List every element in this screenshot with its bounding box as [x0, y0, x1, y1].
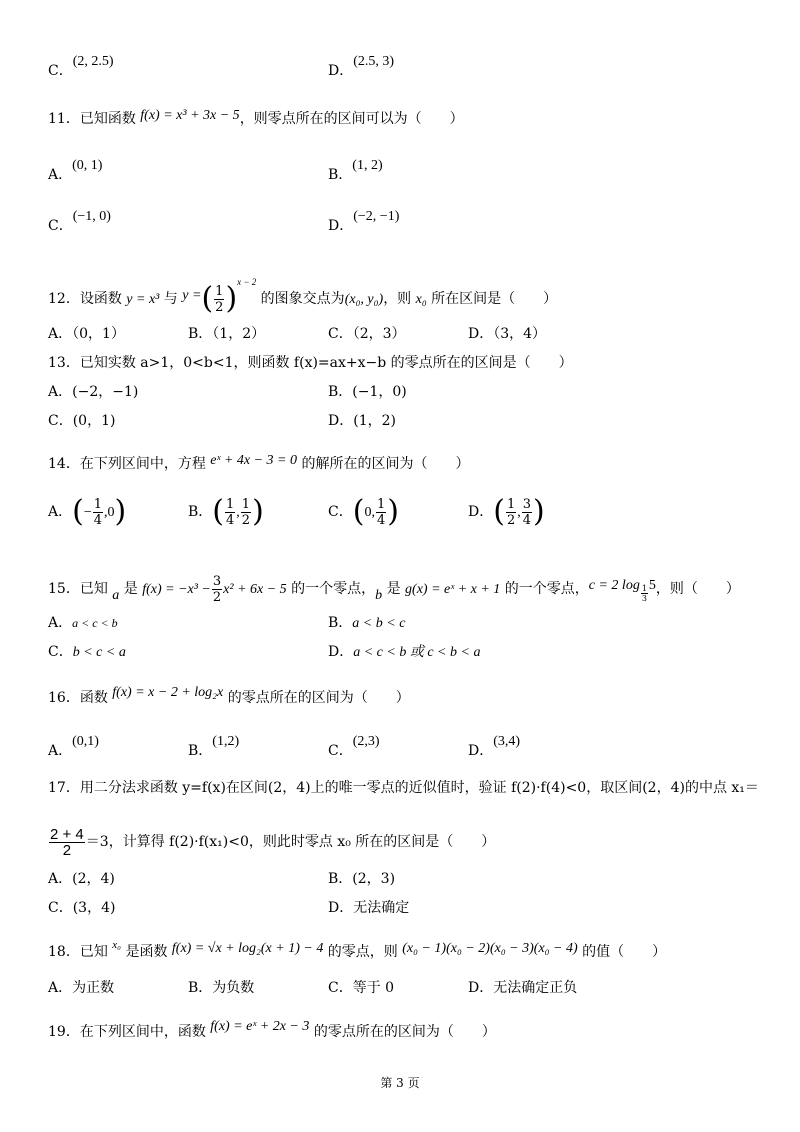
q11-option-a[interactable]: A．(0, 1)	[48, 158, 103, 183]
q13-option-c[interactable]: C．(0，1)	[48, 413, 116, 429]
q14-option-a[interactable]: A．(− $\frac{1}{4}$ ,0)	[48, 494, 127, 529]
q14-option-c[interactable]: C．(0, $\frac{1}{4}$ )	[328, 494, 399, 529]
q18-option-a[interactable]: A．为正数	[48, 980, 115, 996]
q15-option-b[interactable]: B．a < b < c	[328, 615, 406, 631]
q12-option-c[interactable]: C．（2，3）	[328, 326, 406, 342]
q15-option-c[interactable]: C．b < c < a	[48, 644, 126, 660]
q13-stem: 13．已知实数 a>1，0<b<1，则函数 f(x)=ax+x−b 的零点所在的区间是（ ）	[48, 355, 573, 371]
q14-option-b[interactable]: B．( $\frac{1}{4}$ , $\frac{1}{2}$ )	[188, 494, 264, 529]
q12-stem: 12．设函数 y = x³ 与 y =( $\frac{1}{2}$ )$^{x - 2}$ 的图象交点为(x₀, y₀)，则 x₀ 所在区间是（ ）	[48, 277, 558, 316]
q11-stem: 11．已知函数 f(x) = x³ + 3x − 5，则零点所在的区间可以为（ ）	[48, 108, 464, 127]
q10-option-d[interactable]: D．(2.5, 3)	[328, 54, 395, 79]
q11-option-b[interactable]: B．(1, 2)	[328, 158, 383, 183]
q14-option-d[interactable]: D．( $\frac{1}{2}$ , $\frac{3}{4}$ )	[468, 494, 545, 529]
q16-option-c[interactable]: C．(2,3)	[328, 734, 380, 759]
q17-option-a[interactable]: A．(2，4)	[48, 871, 115, 887]
q13-option-b[interactable]: B．(−1，0)	[328, 384, 407, 400]
q13-option-a[interactable]: A．(−2，−1)	[48, 384, 139, 400]
q15-stem: 15．已知 a 是 f(x) = −x³ − $\frac{3}{2}$ x² + 6x − 5 的一个零点，b 是 g(x) = eˣ + x + 1 的一个零点，c = 2 log $\frac{1}{3}$ 5，则（ ）	[48, 573, 740, 605]
q17-option-b[interactable]: B．(2，3)	[328, 871, 396, 887]
q14-stem: 14．在下列区间中，方程 eˣ + 4x − 3 = 0 的解所在的区间为（ ）	[48, 453, 470, 472]
q10-option-c[interactable]: C．(2, 2.5)	[48, 54, 114, 79]
q18-option-b[interactable]: B．为负数	[188, 980, 255, 996]
q11-option-d[interactable]: D．(−2, −1)	[328, 209, 400, 234]
q17-option-d[interactable]: D．无法确定	[328, 900, 410, 916]
q17-option-c[interactable]: C．(3，4)	[48, 900, 116, 916]
q15-option-a[interactable]: A．a < c < b	[48, 615, 118, 631]
q19-stem: 19．在下列区间中，函数 f(x) = eˣ + 2x − 3 的零点所在的区间为（ ）	[48, 1019, 496, 1040]
q13-option-d[interactable]: D．(1，2)	[328, 413, 396, 429]
q11-option-c[interactable]: C．(−1, 0)	[48, 209, 111, 234]
q16-option-d[interactable]: D．(3,4)	[468, 734, 521, 759]
page-number: 第 3 页	[380, 1076, 420, 1090]
q18-stem: 18．已知 $^{x_0}$ 是函数 f(x) = √x + log₂(x + 1) − 4 的零点，则 (x₀ − 1)(x₀ − 2)(x₀ − 3)(x₀ − 4) 的值（ ）	[48, 939, 667, 960]
q17-stem-line1: 17．用二分法求函数 y=f(x)在区间(2，4)上的唯一零点的近似值时，验证 f(2)·f(4)<0，取区间(2，4)的中点 x₁＝	[48, 780, 759, 796]
q12-option-a[interactable]: A．（0，1）	[48, 326, 125, 342]
q12-option-b[interactable]: B．（1，2）	[188, 326, 266, 342]
q16-option-b[interactable]: B．(1,2)	[188, 734, 240, 759]
q16-option-a[interactable]: A．(0,1)	[48, 734, 99, 759]
q18-option-d[interactable]: D．无法确定正负	[468, 980, 578, 996]
q12-option-d[interactable]: D．（3，4）	[468, 326, 547, 342]
q12-fraction: $\frac{1}{2}$	[215, 283, 224, 315]
q15-option-d[interactable]: D．a < c < b 或 c < b < a	[328, 644, 481, 660]
q18-option-c[interactable]: C．等于 0	[328, 980, 395, 996]
q17-stem-line2: $\frac{2 + 4}{2}$ ＝3，计算得 f(2)·f(x₁)<0，则此时零点 x₀ 所在的区间是（ ）	[50, 825, 496, 859]
q16-stem: 16．函数 f(x) = x − 2 + log₂x 的零点所在的区间为（ ）	[48, 685, 410, 706]
